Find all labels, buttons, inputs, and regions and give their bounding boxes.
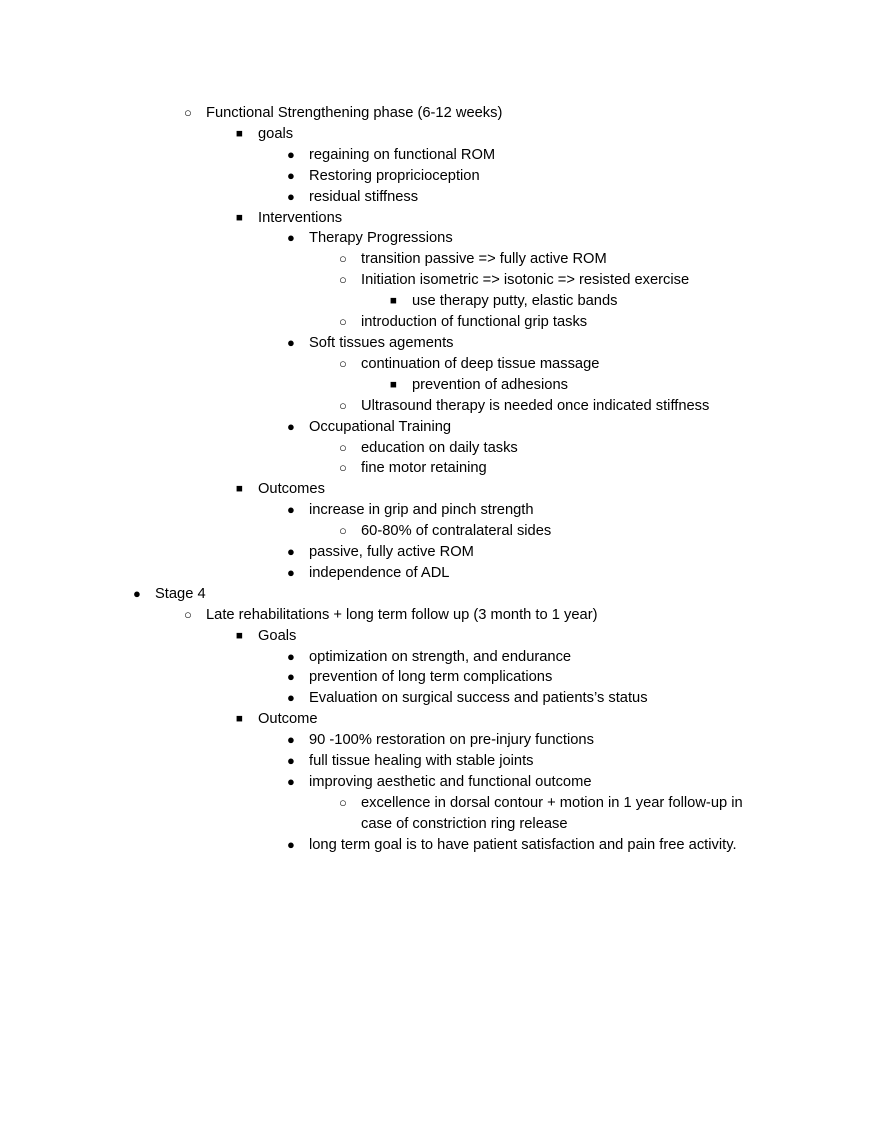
bullet-circle-icon: ○ [339,314,347,330]
list-item-text: improving aesthetic and functional outcome [309,774,592,790]
list-item [0,228,880,249]
list-item [0,793,880,835]
bullet-disc-icon: ● [287,774,295,789]
list-item [0,500,880,521]
list-item-text: transition passive => fully active ROM [361,251,607,268]
list-item [0,166,880,187]
outline-list [0,103,880,856]
list-item-text: regaining on functional ROM [309,146,496,163]
list-item-text: Evaluation on surgical success and patients’s status [309,690,648,707]
bullet-square-icon: ■ [236,127,243,140]
bullet-disc-icon: ● [287,146,295,162]
list-item [0,479,880,500]
list-item-text: Initiation isometric => isotonic => resisted exercise [361,272,690,289]
list-item-text: Interventions [258,209,343,226]
list-item [0,208,880,229]
bullet-square-icon: ■ [236,629,243,642]
list-item [0,458,880,479]
list-item-text: Therapy Progressions [309,230,453,247]
list-item [0,145,880,166]
list-item-text: prevention of long term complications [309,669,553,686]
bullet-square-icon: ■ [236,483,243,496]
list-item [0,375,880,396]
list-item-text: education on daily tasks [361,439,518,456]
list-item-text: 90 -100% restoration on pre-injury functions [309,732,594,749]
bullet-disc-icon: ● [287,188,295,204]
bullet-disc-icon: ● [287,564,295,580]
list-item [0,438,880,459]
bullet-circle-icon: ○ [339,523,347,539]
list-item-text: Functional Strengthening phase (6-12 weeks) [206,105,503,121]
bullet-disc-icon: ● [287,669,295,685]
list-item-text: introduction of functional grip tasks [361,314,588,331]
bullet-disc-icon: ● [287,648,295,664]
list-item-text: fine motor retaining [361,460,487,477]
bullet-disc-icon: ● [287,836,295,852]
list-item [0,751,880,772]
list-item-text: Occupational Training [309,418,452,435]
list-item [0,103,880,124]
list-item [0,772,880,793]
bullet-circle-icon: ○ [339,460,347,476]
list-item [0,249,880,270]
bullet-disc-icon: ● [287,418,295,434]
list-item-text: excellence in dorsal contour + motion in 1 year follow-up in case of constriction ring release [361,794,743,832]
list-item [0,354,880,375]
list-item [0,521,880,542]
list-item [0,563,880,584]
bullet-disc-icon: ● [287,544,295,560]
bullet-disc-icon: ● [287,230,295,246]
list-item-text: Stage 4 [155,585,206,602]
list-item [0,730,880,751]
list-item-text: Ultrasound therapy is needed once indicated stiffness [361,397,710,414]
list-item [0,333,880,354]
list-item [0,124,880,145]
bullet-disc-icon: ● [287,690,295,706]
list-item [0,688,880,709]
list-item-text: passive, fully active ROM [309,544,474,561]
list-item-text: increase in grip and pinch strength [309,502,534,519]
list-item-text: 60-80% of contralateral sides [361,523,552,540]
list-item [0,584,880,605]
bullet-disc-icon: ● [287,334,295,350]
list-item-text: continuation of deep tissue massage [361,355,600,372]
list-item [0,542,880,563]
bullet-disc-icon: ● [287,502,295,518]
list-item-text: Restoring propricioception [309,167,480,184]
bullet-circle-icon: ○ [339,794,347,810]
list-item-text: residual stiffness [309,188,419,205]
bullet-circle-icon: ○ [339,251,347,267]
list-item [0,417,880,438]
bullet-circle-icon: ○ [339,355,347,371]
list-item-text: goals [258,125,294,142]
bullet-circle-icon: ○ [184,105,192,120]
bullet-square-icon: ■ [236,713,243,726]
list-item-text: Outcome [258,711,318,728]
list-item-text: Late rehabilitations + long term follow up (3 month to 1 year) [206,606,598,623]
list-item [0,647,880,668]
list-item [0,270,880,291]
list-item [0,396,880,417]
list-item [0,291,880,312]
bullet-circle-icon: ○ [339,272,347,288]
list-item [0,187,880,208]
list-item-text: use therapy putty, elastic bands [412,293,618,310]
bullet-circle-icon: ○ [339,397,347,413]
list-item [0,605,880,626]
bullet-circle-icon: ○ [184,606,192,622]
list-item-text: independence of ADL [309,564,450,581]
bullet-square-icon: ■ [390,378,397,391]
bullet-square-icon: ■ [236,211,243,224]
bullet-disc-icon: ● [287,167,295,183]
list-item [0,709,880,730]
bullet-disc-icon: ● [287,753,295,769]
list-item [0,835,880,856]
list-item-text: full tissue healing with stable joints [309,753,534,770]
list-item-text: prevention of adhesions [412,376,568,393]
bullet-circle-icon: ○ [339,439,347,455]
list-item-text: Goals [258,627,297,644]
list-item [0,626,880,647]
bullet-disc-icon: ● [133,585,141,601]
list-item-text: long term goal is to have patient satisfaction and pain free activity. [309,836,737,853]
list-item-text: optimization on strength, and endurance [309,648,572,665]
list-item-text: Outcomes [258,481,325,498]
list-item-text: Soft tissues agements [309,334,454,351]
list-item [0,312,880,333]
bullet-disc-icon: ● [287,732,295,748]
list-item [0,667,880,688]
bullet-square-icon: ■ [390,295,397,308]
